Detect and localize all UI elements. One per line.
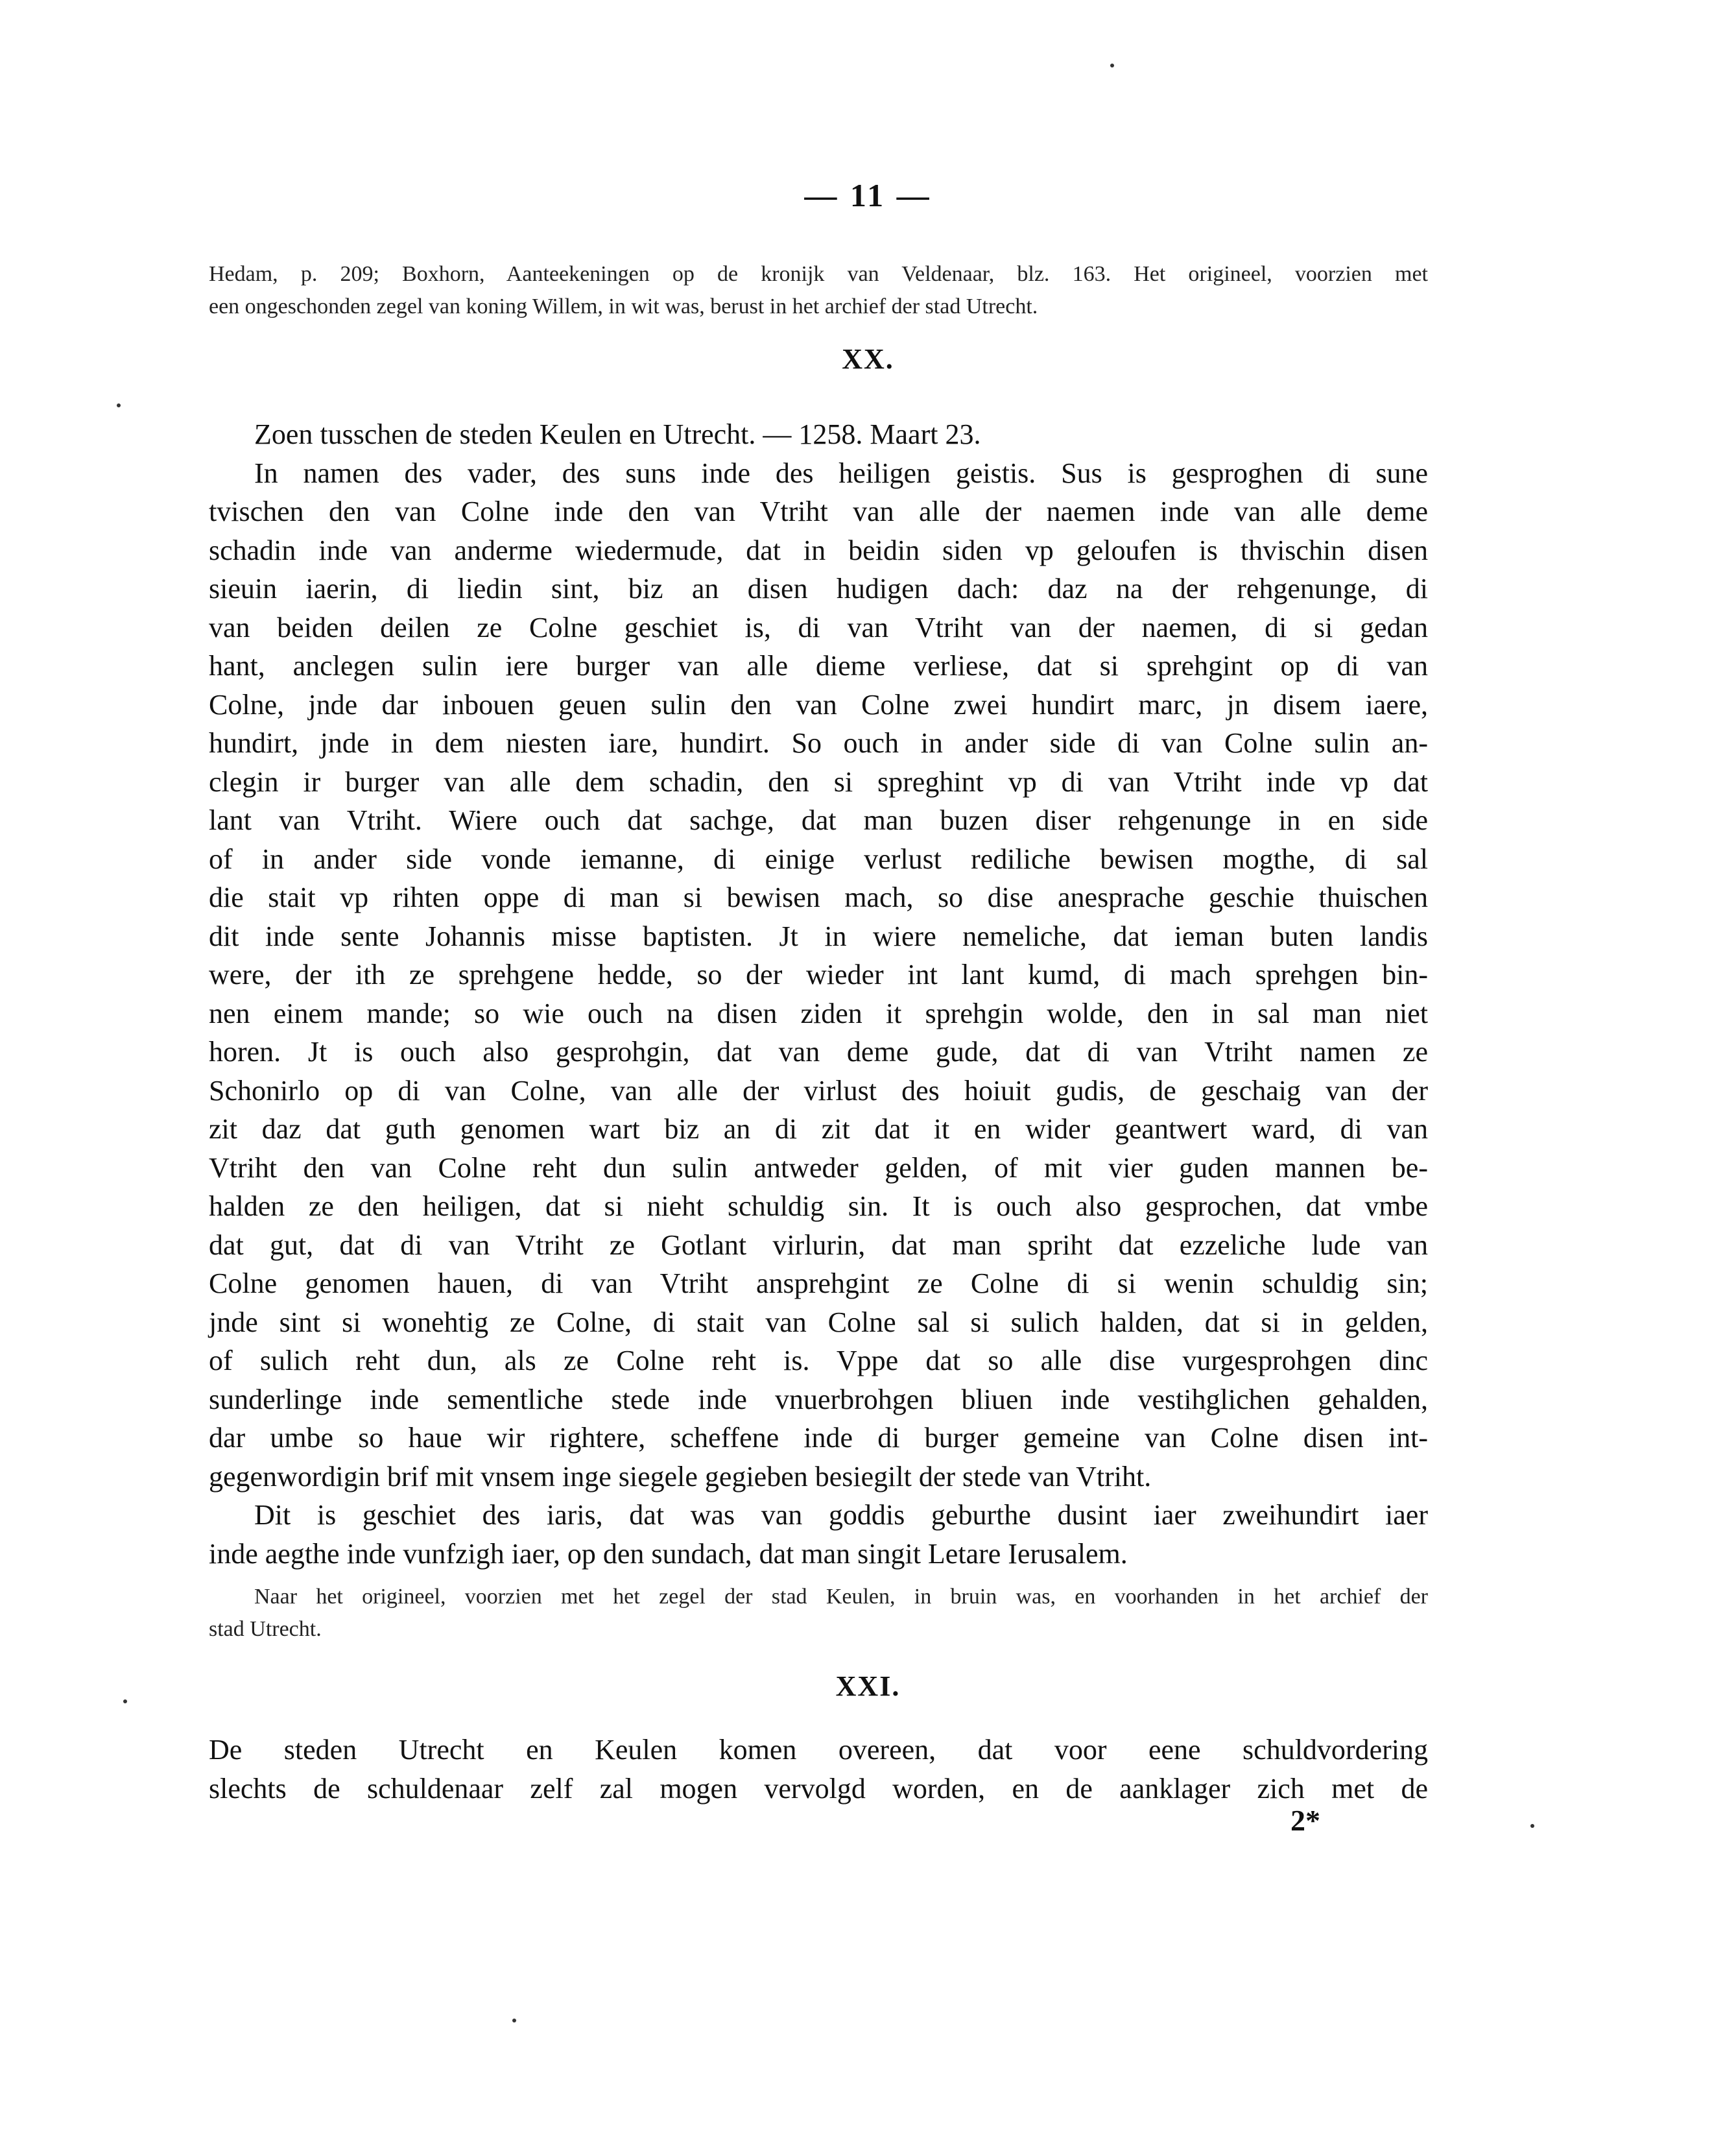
text-line: Colne genomen hauen, di van Vtriht ansprehgint ze Colne di si wenin schuldig sin; bbox=[209, 1267, 1428, 1299]
text-line: tvischen den van Colne inde den van Vtriht van alle der naemen inde van alle deme bbox=[209, 496, 1428, 527]
text-line: Vtriht den van Colne reht dun sulin antweder gelden, of mit vier guden mannen be- bbox=[209, 1151, 1428, 1184]
source-note-line: Naar het origineel, voorzien met het zegel der stad Keulen, in bruin was, en voorhanden in het archief der bbox=[254, 1585, 1428, 1609]
closing-line: Dit is geschiet des iaris, dat was van goddis geburthe dusint iaer zweihundirt iaer bbox=[254, 1499, 1428, 1531]
text-line: jnde sint si wonehtig ze Colne, di stait van Colne sal si sulich halden, dat si in gelden, bbox=[209, 1306, 1428, 1338]
text-line: gegenwordigin brif mit vnsem inge siegele gegieben besiegilt der stede van Vtriht. bbox=[209, 1460, 1152, 1493]
text-line: dat gut, dat di van Vtriht ze Gotlant virlurin, dat man spriht dat ezzeliche lude van bbox=[209, 1229, 1428, 1261]
source-note bbox=[209, 1581, 1428, 1646]
text-line: nen einem mande; so wie ouch na disen ziden it sprehgin wolde, den in sal man niet bbox=[209, 997, 1428, 1029]
top-note-line: Hedam, p. 209; Boxhorn, Aanteekeningen op de kronijk van Veldenaar, blz. 163. Het origineel, voorzien met bbox=[209, 262, 1428, 286]
text-line: of sulich reht dun, als ze Colne reht is. Vppe dat so alle dise vurgesprohgen dinc bbox=[209, 1345, 1428, 1376]
text-line: sunderlinge inde sementliche stede inde vnuerbrohgen bliuen inde vestihglichen gehalden, bbox=[209, 1383, 1428, 1415]
section-heading-xx: XX. bbox=[842, 343, 894, 375]
text-line: hant, anclegen sulin iere burger van alle dieme verliese, dat si sprehgint op di van bbox=[209, 650, 1428, 682]
source-note-line: stad Utrecht. bbox=[209, 1617, 322, 1641]
text-line: In namen des vader, des suns inde des heiligen geistis. Sus is gesproghen di sune bbox=[254, 457, 1428, 489]
text-line: van beiden deilen ze Colne geschiet is, di van Vtriht van der naemen, di si gedan bbox=[209, 611, 1428, 643]
page-number: — 11 — bbox=[804, 177, 932, 213]
text-line: lant van Vtriht. Wiere ouch dat sachge, dat man buzen diser rehgenunge in en side bbox=[209, 804, 1428, 836]
top-note-line: een ongeschonden zegel van koning Willem, in wit was, berust in het archief der stad Utrecht. bbox=[209, 294, 1038, 318]
text-line: Colne, jnde dar inbouen geuen sulin den van Colne zwei hundirt marc, jn disem iaere, bbox=[209, 688, 1428, 721]
text-line: clegin ir burger van alle dem schadin, den si spreghint vp di van Vtriht inde vp dat bbox=[209, 765, 1428, 798]
text-line: Schonirlo op di van Colne, van alle der virlust des hoiuit gudis, de geschaig van der bbox=[209, 1074, 1428, 1107]
text-line: of in ander side vonde iemanne, di einige verlust rediliche bewisen mogthe, di sal bbox=[209, 843, 1428, 875]
section-xx-title: Zoen tusschen de steden Keulen en Utrecht. — 1258. Maart 23. bbox=[254, 418, 981, 450]
text-line: dit inde sente Johannis misse baptisten. Jt in wiere nemeliche, dat ieman buten landis bbox=[209, 920, 1428, 952]
text-line: dar umbe so haue wir rightere, scheffene inde di burger gemeine van Colne disen int- bbox=[209, 1422, 1428, 1454]
text-line: sieuin iaerin, di liedin sint, biz an disen hudigen dach: daz na der rehgenunge, di bbox=[209, 573, 1428, 605]
text-line: slechts de schuldenaar zelf zal mogen vervolgd worden, en de aanklager zich met de bbox=[209, 1772, 1428, 1805]
section-xx-body bbox=[209, 415, 1428, 1573]
text-line: halden ze den heiligen, dat si nieht schuldig sin. It is ouch also gesprochen, dat vmbe bbox=[209, 1190, 1428, 1222]
text-line: horen. Jt is ouch also gesprohgin, dat van deme gude, dat di van Vtriht namen ze bbox=[209, 1036, 1428, 1068]
text-line: hundirt, jnde in dem niesten iare, hundirt. So ouch in ander side di van Colne sulin an- bbox=[209, 727, 1428, 759]
speck-mark bbox=[123, 1699, 127, 1703]
speck-mark bbox=[1110, 64, 1114, 67]
signature-mark: 2* bbox=[1290, 1804, 1320, 1837]
speck-mark bbox=[117, 403, 121, 407]
text-line: zit daz dat guth genomen wart biz an di zit dat it en wider geantwert ward, di van bbox=[209, 1113, 1428, 1145]
closing-line: inde aegthe inde vunfzigh iaer, op den sundach, dat man singit Letare Ierusalem. bbox=[209, 1537, 1128, 1570]
text-line: schadin inde van anderme wiedermude, dat in beidin siden vp geloufen is thvischin disen bbox=[209, 534, 1428, 566]
speck-mark bbox=[1530, 1824, 1534, 1828]
text-line: were, der ith ze sprehgene hedde, so der wieder int lant kumd, di mach sprehgen bin- bbox=[209, 959, 1428, 990]
top-note bbox=[209, 258, 1428, 323]
section-heading-xxi: XXI. bbox=[835, 1670, 901, 1702]
section-xxi-body bbox=[209, 1731, 1428, 1808]
speck-mark bbox=[512, 2019, 516, 2022]
text-line: die stait vp rihten oppe di man si bewisen mach, so dise anesprache geschie thuischen bbox=[209, 882, 1428, 913]
text-line: De steden Utrecht en Keulen komen overeen, dat voor eene schuldvordering bbox=[209, 1734, 1428, 1766]
